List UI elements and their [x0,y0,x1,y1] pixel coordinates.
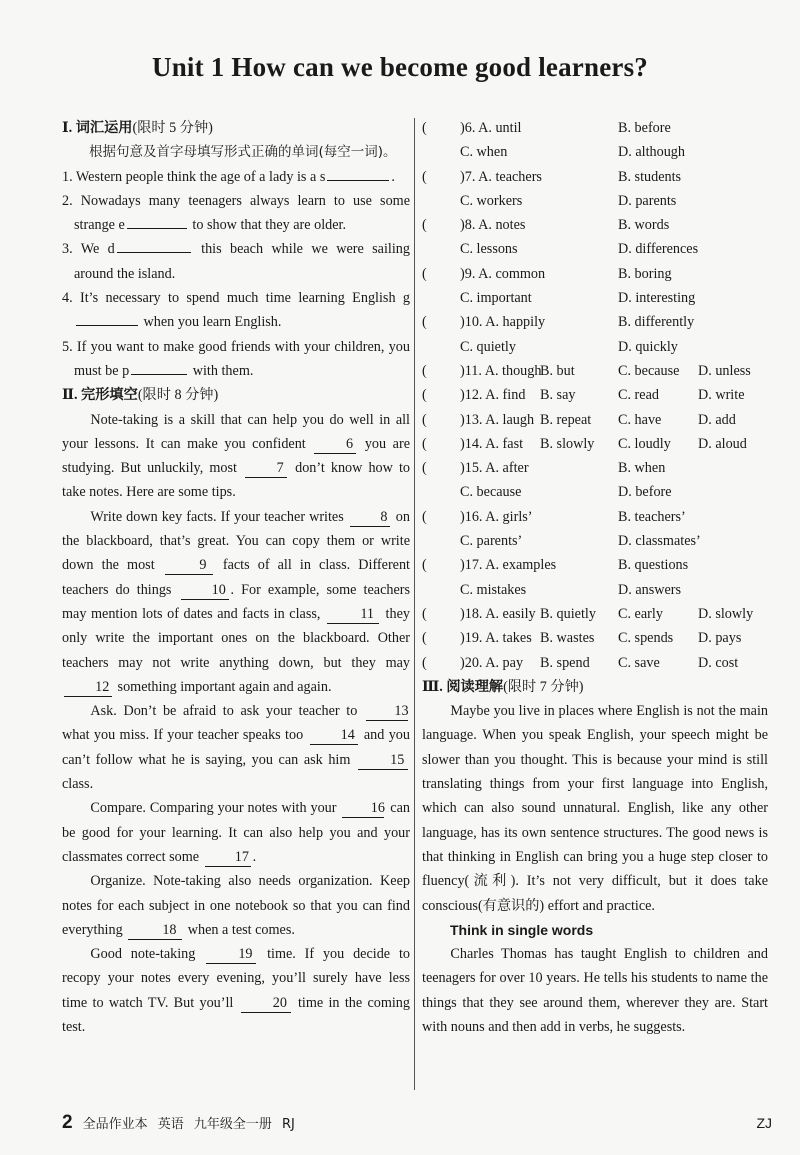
option-b: B. teachers’ [618,508,686,525]
option-c: C. when [460,144,508,161]
indent-spacer [422,237,460,261]
option-d: D. differences [618,241,699,258]
option-c: C. early [618,605,663,622]
option-a: )10. A. happily [460,314,546,331]
indent-spacer [422,140,460,164]
option-d: D. parents [618,192,677,209]
answer-blank[interactable] [131,374,187,375]
question-row [422,505,768,529]
option-c: C. read [618,387,659,404]
answer-paren[interactable]: ( [422,387,427,404]
cloze-blank-19[interactable]: 19 [206,945,256,964]
cloze-blank-7[interactable]: 7 [245,459,287,478]
option-b: B. repeat [540,411,592,428]
question-row [422,432,768,456]
option-d: D. write [698,387,745,404]
option-a: )18. A. easily [460,605,536,622]
question-row-continued [422,578,768,602]
option-a: )6. A. until [460,120,522,136]
question-row [422,651,768,675]
section-1-heading: Ⅰ. 词汇运用(限时 5 分钟) [62,120,213,136]
option-c: C. save [618,654,660,671]
option-a: )7. A. teachers [460,168,542,185]
option-a: )9. A. common [460,265,546,282]
cloze-paragraph-4: Compare. Comparing your notes with your 16 can be good for your learning. It can also help you and your classmates correct some 17 . [62,800,410,865]
answer-paren[interactable]: ( [422,605,427,622]
option-d: D. answers [618,581,682,598]
answer-paren[interactable]: ( [422,435,427,452]
option-d: D. although [618,144,685,161]
indent-spacer [422,529,460,553]
edition-code: ZJ [756,1115,772,1131]
option-a: )20. A. pay [460,654,524,671]
cloze-blank-12[interactable]: 12 [64,678,112,697]
cloze-blank-10[interactable]: 10 [181,581,229,600]
question-row [422,213,768,237]
left-column [62,116,410,1039]
question-row [422,602,768,626]
option-b: B. students [618,168,682,185]
option-c: C. quietly [460,338,516,355]
option-b: B. slowly [540,435,595,452]
section-1-instruction: 根据句意及首字母填写形式正确的单词(每空一词)。 [89,144,397,161]
question-row [422,262,768,286]
question-row [422,359,768,383]
option-b: B. say [540,387,576,404]
option-a: )16. A. girls’ [460,508,533,525]
option-c: C. important [460,290,532,307]
answer-paren[interactable]: ( [422,654,427,671]
option-a: )11. A. though [460,362,542,379]
option-d: D. cost [698,654,739,671]
cloze-blank-18[interactable]: 18 [128,921,182,940]
reading-paragraph-2: Charles Thomas has taught English to children and teenagers for over 10 years. He tells his students to name the things that they see around them, wherever they are. Start with nouns and then add in verbs, he suggests. [422,946,768,1035]
answer-paren[interactable]: ( [422,265,427,282]
option-b: B. before [618,120,671,136]
option-a: )17. A. examples [460,557,557,574]
cloze-choices [422,116,768,675]
option-c: C. mistakes [460,581,527,598]
option-d: D. slowly [698,605,754,622]
answer-paren[interactable]: ( [422,411,427,428]
vocab-item-3: 3. We d this beach while we were sailing around the island. [62,241,410,282]
publication-info: 全品作业本 英语 九年级全一册 RJ [82,1117,295,1132]
option-a: )14. A. fast [460,435,524,452]
cloze-paragraph-2: Write down key facts. If your teacher writes 8 on the blackboard, that’s great. You can copy them or write down the most 9 facts of all in class. Different teachers do things 10 . For example, some teachers may mention lots of dates and facts in class, 11 they only write the important ones on the blackboard. Other teachers may not write anything down, but they may 12 something important again and again. [62,508,411,695]
reading-paragraph-1: Maybe you live in places where English is not the main language. When you speak English, your speech might be slower than you thought. This is because your mind is still translating things from your first language into English, which can also sound unnatural. English, like any other language, has its own sentence structures. The good news is that thinking in English can bring you a huge step closer to fluency(流利). It’s not very difficult, but it does take conscious(有意识的) effort and practice. [422,703,768,914]
answer-blank[interactable] [76,325,138,326]
reading-subheading: Think in single words [450,921,594,938]
page-number: 2 [62,1112,73,1133]
option-b: B. wastes [540,630,595,647]
answer-paren[interactable]: ( [422,460,427,477]
option-d: D. add [698,411,736,428]
option-c: C. because [460,484,522,501]
option-c: C. lessons [460,241,518,258]
option-a: )13. A. laugh [460,411,535,428]
option-b: B. questions [618,557,689,574]
page-footer [62,1112,772,1134]
option-b: B. boring [618,265,672,282]
question-row [422,383,768,407]
option-b: B. words [618,217,670,234]
option-d: D. interesting [618,290,696,307]
option-c: C. parents’ [460,533,523,550]
option-a: )8. A. notes [460,217,526,234]
question-row [422,626,768,650]
cloze-blank-11[interactable]: 11 [327,605,379,624]
option-d: D. aloud [698,435,747,452]
question-row-continued [422,480,768,504]
indent-spacer [422,335,460,359]
option-d: D. classmates’ [618,533,701,550]
vocab-item-2: 2. Nowadays many teenagers always learn to use some strange e to show that they are older. [62,192,410,234]
question-row [422,456,768,480]
indent-spacer [422,189,460,213]
cloze-blank-6[interactable]: 6 [314,435,356,454]
answer-paren[interactable]: ( [422,168,427,185]
question-row-continued [422,140,768,164]
cloze-blank-9[interactable]: 9 [165,556,213,575]
question-row [422,310,768,334]
section-3-heading: Ⅲ. 阅读理解(限时 7 分钟) [422,678,584,695]
option-a: )12. A. find [460,387,526,404]
option-d: D. quickly [618,338,678,355]
option-a: )15. A. after [460,460,529,477]
cloze-blank-15[interactable]: 15 [358,751,408,770]
answer-paren[interactable]: ( [422,508,427,525]
vocab-item-4: 4. It’s necessary to spend much time learning English g when you learn English. [62,290,410,331]
option-c: C. loudly [618,435,671,452]
cloze-paragraph-3: Ask. Don’t be afraid to ask your teacher to 13 what you miss. If your teacher speaks too 14 and you can’t follow what he is saying, you can ask him 15 class. [62,703,410,793]
vocab-item-5: 5. If you want to make good friends with your children, you must be p with them. [62,338,410,379]
cloze-blank-14[interactable]: 14 [310,726,358,745]
cloze-paragraph-1: Note-taking is a skill that can help you do well in all your lessons. It can make you confident 6 you are studying. But unluckily, most 7 don’t know how to take notes. Here are some tips. [62,411,411,501]
option-d: D. before [618,484,672,501]
question-row-continued [422,189,768,213]
answer-paren[interactable]: ( [422,362,427,379]
option-c: C. have [618,411,662,428]
question-row [422,553,768,577]
option-b: B. spend [540,654,590,671]
question-row [422,116,768,140]
option-b: B. when [618,460,666,477]
indent-spacer [422,286,460,310]
cloze-paragraph-6: Good note-taking 19 time. If you decide to recopy your notes every evening, you’ll surely have less time to watch TV. But you’ll 20 time in the coming test. [62,946,410,1035]
option-c: C. workers [460,192,523,209]
question-row-continued [422,335,768,359]
answer-paren[interactable]: ( [422,557,427,574]
answer-blank[interactable] [127,228,187,229]
cloze-blank-20[interactable]: 20 [241,994,291,1013]
question-row-continued [422,529,768,553]
option-b: B. quietly [540,605,596,622]
option-b: B. differently [618,314,695,331]
option-d: D. unless [698,362,751,379]
answer-blank[interactable] [117,252,191,253]
right-column [422,116,768,1039]
question-row-continued [422,286,768,310]
section-2-heading: Ⅱ. 完形填空(限时 8 分钟) [62,387,219,404]
cloze-paragraph-5: Organize. Note-taking also needs organization. Keep notes for each subject in one notebook so that you can find everything 18 when a test comes. [62,873,410,938]
cloze-blank-13[interactable]: 13 [366,702,408,721]
page-title: Unit 1 How can we become good learners? [152,52,648,82]
answer-paren[interactable]: ( [422,314,427,331]
cloze-blank-17[interactable]: 17 [205,848,251,867]
answer-paren[interactable]: ( [422,630,427,647]
indent-spacer [422,578,460,602]
answer-paren[interactable]: ( [422,120,427,136]
question-row [422,165,768,189]
option-a: )19. A. takes [460,630,532,647]
option-d: D. pays [698,630,742,647]
answer-paren[interactable]: ( [422,217,427,234]
question-row-continued [422,237,768,261]
cloze-blank-8[interactable]: 8 [350,508,390,527]
indent-spacer [422,480,460,504]
option-c: C. because [618,362,680,379]
answer-blank[interactable] [327,180,389,181]
cloze-blank-16[interactable]: 16 [342,799,384,818]
vocab-item-1: 1. Western people think the age of a lady is a s . [62,168,395,185]
question-row [422,408,768,432]
column-divider [414,118,415,1090]
option-c: C. spends [618,630,674,647]
option-b: B. but [540,362,575,379]
